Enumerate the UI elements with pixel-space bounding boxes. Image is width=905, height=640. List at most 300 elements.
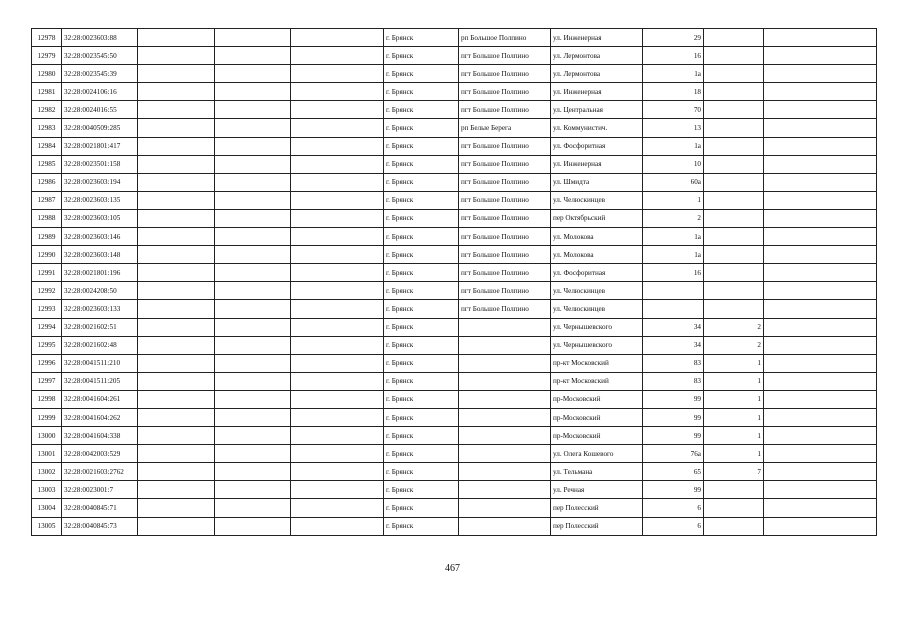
- cadastral-number: 32:28:0021603:2762: [62, 463, 138, 481]
- empty-cell: [138, 29, 215, 47]
- empty-cell: [291, 445, 384, 463]
- city-cell: г. Брянск: [384, 390, 459, 408]
- empty-cell: [138, 246, 215, 264]
- apartment-cell: [764, 191, 877, 209]
- settlement-cell: [459, 517, 551, 535]
- table-row: [32, 517, 877, 535]
- empty-cell: [215, 318, 291, 336]
- cadastral-number: 32:28:0041511:210: [62, 354, 138, 372]
- empty-cell: [138, 372, 215, 390]
- row-number: 12980: [32, 65, 62, 83]
- house-number-cell: 1а: [643, 246, 704, 264]
- apartment-cell: [764, 264, 877, 282]
- empty-cell: [138, 463, 215, 481]
- city-cell: г. Брянск: [384, 246, 459, 264]
- table-row: [32, 372, 877, 390]
- empty-cell: [215, 119, 291, 137]
- cadastral-number: 32:28:0041604:262: [62, 408, 138, 426]
- settlement-cell: пгт Большое Полпино: [459, 209, 551, 227]
- row-number: 13002: [32, 463, 62, 481]
- apartment-cell: [764, 318, 877, 336]
- city-cell: г. Брянск: [384, 137, 459, 155]
- cadastral-number: 32:28:0023545:50: [62, 47, 138, 65]
- apartment-cell: [764, 390, 877, 408]
- street-cell: ул. Олега Кошевого: [551, 445, 643, 463]
- cadastral-number: 32:28:0023603:88: [62, 29, 138, 47]
- building-cell: [704, 282, 764, 300]
- row-number: 13001: [32, 445, 62, 463]
- building-cell: [704, 155, 764, 173]
- table-row: [32, 282, 877, 300]
- empty-cell: [291, 83, 384, 101]
- table-row: [32, 463, 877, 481]
- street-cell: ул. Челюскинцев: [551, 191, 643, 209]
- cadastral-number: 32:28:0021801:196: [62, 264, 138, 282]
- empty-cell: [215, 282, 291, 300]
- house-number-cell: 99: [643, 427, 704, 445]
- empty-cell: [138, 517, 215, 535]
- building-cell: 1: [704, 372, 764, 390]
- table-row: [32, 264, 877, 282]
- street-cell: пр-Московский: [551, 408, 643, 426]
- building-cell: [704, 29, 764, 47]
- empty-cell: [215, 463, 291, 481]
- house-number-cell: [643, 282, 704, 300]
- empty-cell: [215, 83, 291, 101]
- empty-cell: [215, 228, 291, 246]
- settlement-cell: рп Большое Полпино: [459, 29, 551, 47]
- settlement-cell: пгт Большое Полпино: [459, 65, 551, 83]
- empty-cell: [215, 191, 291, 209]
- row-number: 12992: [32, 282, 62, 300]
- empty-cell: [138, 47, 215, 65]
- cadastral-number: 32:28:0023501:158: [62, 155, 138, 173]
- building-cell: [704, 209, 764, 227]
- table-row: [32, 209, 877, 227]
- empty-cell: [138, 137, 215, 155]
- empty-cell: [215, 300, 291, 318]
- row-number: 12996: [32, 354, 62, 372]
- city-cell: г. Брянск: [384, 354, 459, 372]
- settlement-cell: пгт Большое Полпино: [459, 282, 551, 300]
- city-cell: г. Брянск: [384, 300, 459, 318]
- row-number: 12999: [32, 408, 62, 426]
- table-row: [32, 173, 877, 191]
- house-number-cell: 83: [643, 372, 704, 390]
- empty-cell: [138, 209, 215, 227]
- empty-cell: [215, 173, 291, 191]
- house-number-cell: 1а: [643, 65, 704, 83]
- cadastral-number: 32:28:0023603:135: [62, 191, 138, 209]
- empty-cell: [215, 427, 291, 445]
- empty-cell: [215, 499, 291, 517]
- empty-cell: [291, 336, 384, 354]
- table-row: [32, 83, 877, 101]
- empty-cell: [138, 264, 215, 282]
- cadastral-number: 32:28:0040509:285: [62, 119, 138, 137]
- settlement-cell: [459, 372, 551, 390]
- table-row: [32, 228, 877, 246]
- empty-cell: [291, 155, 384, 173]
- apartment-cell: [764, 246, 877, 264]
- settlement-cell: пгт Большое Полпино: [459, 173, 551, 191]
- house-number-cell: 10: [643, 155, 704, 173]
- city-cell: г. Брянск: [384, 191, 459, 209]
- cadastral-number: 32:28:0024016:55: [62, 101, 138, 119]
- table-row: [32, 390, 877, 408]
- street-cell: ул. Чернышевского: [551, 336, 643, 354]
- row-number: 12986: [32, 173, 62, 191]
- cadastral-number: 32:28:0023545:39: [62, 65, 138, 83]
- empty-cell: [138, 155, 215, 173]
- building-cell: 1: [704, 354, 764, 372]
- apartment-cell: [764, 282, 877, 300]
- cadastral-number: 32:28:0023001:7: [62, 481, 138, 499]
- empty-cell: [291, 318, 384, 336]
- apartment-cell: [764, 209, 877, 227]
- empty-cell: [215, 390, 291, 408]
- register-table: [31, 28, 877, 536]
- house-number-cell: 18: [643, 83, 704, 101]
- empty-cell: [138, 445, 215, 463]
- house-number-cell: 70: [643, 101, 704, 119]
- city-cell: г. Брянск: [384, 427, 459, 445]
- building-cell: [704, 228, 764, 246]
- building-cell: [704, 300, 764, 318]
- apartment-cell: [764, 173, 877, 191]
- building-cell: [704, 83, 764, 101]
- cadastral-number: 32:28:0021602:51: [62, 318, 138, 336]
- cadastral-number: 32:28:0024208:50: [62, 282, 138, 300]
- house-number-cell: 65: [643, 463, 704, 481]
- table-row: [32, 336, 877, 354]
- apartment-cell: [764, 83, 877, 101]
- empty-cell: [291, 65, 384, 83]
- cadastral-number: 32:28:0040845:73: [62, 517, 138, 535]
- apartment-cell: [764, 354, 877, 372]
- settlement-cell: рп Белые Берега: [459, 119, 551, 137]
- building-cell: [704, 65, 764, 83]
- settlement-cell: пгт Большое Полпино: [459, 155, 551, 173]
- row-number: 12998: [32, 390, 62, 408]
- building-cell: 1: [704, 445, 764, 463]
- empty-cell: [291, 101, 384, 119]
- apartment-cell: [764, 372, 877, 390]
- street-cell: ул. Чернышевского: [551, 318, 643, 336]
- empty-cell: [215, 155, 291, 173]
- empty-cell: [291, 354, 384, 372]
- empty-cell: [215, 372, 291, 390]
- row-number: 12985: [32, 155, 62, 173]
- page-number: 467: [445, 563, 460, 574]
- empty-cell: [138, 390, 215, 408]
- row-number: 12982: [32, 101, 62, 119]
- house-number-cell: 1а: [643, 137, 704, 155]
- empty-cell: [138, 318, 215, 336]
- building-cell: 2: [704, 336, 764, 354]
- street-cell: ул. Речная: [551, 481, 643, 499]
- row-number: 13005: [32, 517, 62, 535]
- cadastral-number: 32:28:0041604:261: [62, 390, 138, 408]
- apartment-cell: [764, 408, 877, 426]
- building-cell: 7: [704, 463, 764, 481]
- city-cell: г. Брянск: [384, 336, 459, 354]
- building-cell: [704, 119, 764, 137]
- cadastral-number: 32:28:0040845:71: [62, 499, 138, 517]
- empty-cell: [215, 137, 291, 155]
- table-row: [32, 408, 877, 426]
- street-cell: ул. Коммунистич.: [551, 119, 643, 137]
- apartment-cell: [764, 336, 877, 354]
- building-cell: 1: [704, 408, 764, 426]
- street-cell: ул. Фосфоритная: [551, 264, 643, 282]
- empty-cell: [215, 246, 291, 264]
- city-cell: г. Брянск: [384, 282, 459, 300]
- empty-cell: [138, 499, 215, 517]
- row-number: 12989: [32, 228, 62, 246]
- street-cell: ул. Тельмана: [551, 463, 643, 481]
- house-number-cell: 6: [643, 517, 704, 535]
- building-cell: 2: [704, 318, 764, 336]
- empty-cell: [215, 29, 291, 47]
- settlement-cell: пгт Большое Полпино: [459, 228, 551, 246]
- row-number: 12993: [32, 300, 62, 318]
- city-cell: г. Брянск: [384, 173, 459, 191]
- table-row: [32, 300, 877, 318]
- cadastral-number: 32:28:0023603:146: [62, 228, 138, 246]
- house-number-cell: 99: [643, 481, 704, 499]
- empty-cell: [215, 481, 291, 499]
- empty-cell: [138, 408, 215, 426]
- empty-cell: [291, 264, 384, 282]
- city-cell: г. Брянск: [384, 499, 459, 517]
- apartment-cell: [764, 445, 877, 463]
- row-number: 13000: [32, 427, 62, 445]
- cadastral-number: 32:28:0023603:133: [62, 300, 138, 318]
- table-row: [32, 137, 877, 155]
- row-number: 12987: [32, 191, 62, 209]
- house-number-cell: 34: [643, 336, 704, 354]
- settlement-cell: [459, 481, 551, 499]
- empty-cell: [291, 499, 384, 517]
- city-cell: г. Брянск: [384, 463, 459, 481]
- empty-cell: [138, 228, 215, 246]
- row-number: 12981: [32, 83, 62, 101]
- apartment-cell: [764, 29, 877, 47]
- empty-cell: [291, 390, 384, 408]
- table-row: [32, 155, 877, 173]
- house-number-cell: 29: [643, 29, 704, 47]
- empty-cell: [138, 191, 215, 209]
- street-cell: пр-кт Московский: [551, 372, 643, 390]
- city-cell: г. Брянск: [384, 517, 459, 535]
- empty-cell: [138, 65, 215, 83]
- street-cell: ул. Челюскинцев: [551, 300, 643, 318]
- apartment-cell: [764, 101, 877, 119]
- apartment-cell: [764, 481, 877, 499]
- building-cell: [704, 191, 764, 209]
- house-number-cell: 1а: [643, 228, 704, 246]
- empty-cell: [138, 481, 215, 499]
- apartment-cell: [764, 499, 877, 517]
- apartment-cell: [764, 427, 877, 445]
- table-row: [32, 29, 877, 47]
- empty-cell: [215, 65, 291, 83]
- street-cell: ул. Инженерная: [551, 83, 643, 101]
- street-cell: ул. Фосфоритная: [551, 137, 643, 155]
- street-cell: пер Полесский: [551, 499, 643, 517]
- house-number-cell: 34: [643, 318, 704, 336]
- table-row: [32, 65, 877, 83]
- empty-cell: [215, 408, 291, 426]
- row-number: 12995: [32, 336, 62, 354]
- street-cell: ул. Лермонтова: [551, 47, 643, 65]
- apartment-cell: [764, 228, 877, 246]
- row-number: 12988: [32, 209, 62, 227]
- empty-cell: [291, 137, 384, 155]
- settlement-cell: пгт Большое Полпино: [459, 191, 551, 209]
- street-cell: ул. Молокова: [551, 246, 643, 264]
- street-cell: ул. Инженерная: [551, 155, 643, 173]
- settlement-cell: [459, 427, 551, 445]
- building-cell: [704, 101, 764, 119]
- empty-cell: [215, 336, 291, 354]
- building-cell: [704, 137, 764, 155]
- city-cell: г. Брянск: [384, 83, 459, 101]
- empty-cell: [291, 209, 384, 227]
- building-cell: [704, 481, 764, 499]
- settlement-cell: [459, 408, 551, 426]
- street-cell: пер Октябрьский: [551, 209, 643, 227]
- empty-cell: [291, 173, 384, 191]
- building-cell: 1: [704, 390, 764, 408]
- settlement-cell: [459, 318, 551, 336]
- street-cell: пер Полесский: [551, 517, 643, 535]
- cadastral-number: 32:28:0023603:194: [62, 173, 138, 191]
- empty-cell: [138, 101, 215, 119]
- row-number: 12990: [32, 246, 62, 264]
- row-number: 12978: [32, 29, 62, 47]
- street-cell: ул. Центральная: [551, 101, 643, 119]
- apartment-cell: [764, 65, 877, 83]
- street-cell: пр-кт Московский: [551, 354, 643, 372]
- building-cell: [704, 47, 764, 65]
- cadastral-number: 32:28:0021602:48: [62, 336, 138, 354]
- settlement-cell: [459, 336, 551, 354]
- row-number: 13004: [32, 499, 62, 517]
- street-cell: ул. Шмидта: [551, 173, 643, 191]
- empty-cell: [215, 517, 291, 535]
- house-number-cell: 16: [643, 47, 704, 65]
- table-row: [32, 119, 877, 137]
- street-cell: ул. Челюскинцев: [551, 282, 643, 300]
- empty-cell: [291, 463, 384, 481]
- row-number: 13003: [32, 481, 62, 499]
- apartment-cell: [764, 119, 877, 137]
- city-cell: г. Брянск: [384, 445, 459, 463]
- row-number: 12997: [32, 372, 62, 390]
- city-cell: г. Брянск: [384, 228, 459, 246]
- cadastral-number: 32:28:0041511:205: [62, 372, 138, 390]
- table-row: [32, 354, 877, 372]
- cadastral-number: 32:28:0024106:16: [62, 83, 138, 101]
- apartment-cell: [764, 463, 877, 481]
- table-row: [32, 481, 877, 499]
- building-cell: [704, 499, 764, 517]
- empty-cell: [291, 282, 384, 300]
- empty-cell: [291, 427, 384, 445]
- empty-cell: [291, 191, 384, 209]
- street-cell: пр-Московский: [551, 390, 643, 408]
- empty-cell: [138, 119, 215, 137]
- empty-cell: [215, 445, 291, 463]
- house-number-cell: 99: [643, 390, 704, 408]
- house-number-cell: 2: [643, 209, 704, 227]
- empty-cell: [138, 173, 215, 191]
- empty-cell: [215, 47, 291, 65]
- table-row: [32, 246, 877, 264]
- settlement-cell: пгт Большое Полпино: [459, 300, 551, 318]
- building-cell: [704, 517, 764, 535]
- building-cell: [704, 264, 764, 282]
- empty-cell: [291, 517, 384, 535]
- row-number: 12994: [32, 318, 62, 336]
- house-number-cell: [643, 300, 704, 318]
- street-cell: ул. Лермонтова: [551, 65, 643, 83]
- table-row: [32, 427, 877, 445]
- empty-cell: [291, 372, 384, 390]
- house-number-cell: 99: [643, 408, 704, 426]
- house-number-cell: 6: [643, 499, 704, 517]
- empty-cell: [291, 481, 384, 499]
- table-row: [32, 191, 877, 209]
- house-number-cell: 76а: [643, 445, 704, 463]
- apartment-cell: [764, 47, 877, 65]
- settlement-cell: [459, 354, 551, 372]
- apartment-cell: [764, 517, 877, 535]
- row-number: 12991: [32, 264, 62, 282]
- empty-cell: [138, 83, 215, 101]
- city-cell: г. Брянск: [384, 155, 459, 173]
- cadastral-number: 32:28:0042003:529: [62, 445, 138, 463]
- settlement-cell: пгт Большое Полпино: [459, 101, 551, 119]
- cadastral-number: 32:28:0023603:105: [62, 209, 138, 227]
- house-number-cell: 13: [643, 119, 704, 137]
- city-cell: г. Брянск: [384, 47, 459, 65]
- empty-cell: [215, 264, 291, 282]
- empty-cell: [291, 300, 384, 318]
- table-row: [32, 318, 877, 336]
- city-cell: г. Брянск: [384, 318, 459, 336]
- street-cell: ул. Молокова: [551, 228, 643, 246]
- empty-cell: [215, 354, 291, 372]
- settlement-cell: пгт Большое Полпино: [459, 47, 551, 65]
- building-cell: 1: [704, 427, 764, 445]
- row-number: 12984: [32, 137, 62, 155]
- cadastral-number: 32:28:0023603:148: [62, 246, 138, 264]
- cadastral-number: 32:28:0021801:417: [62, 137, 138, 155]
- city-cell: г. Брянск: [384, 119, 459, 137]
- house-number-cell: 1: [643, 191, 704, 209]
- row-number: 12983: [32, 119, 62, 137]
- row-number: 12979: [32, 47, 62, 65]
- settlement-cell: пгт Большое Полпино: [459, 264, 551, 282]
- empty-cell: [138, 336, 215, 354]
- house-number-cell: 60а: [643, 173, 704, 191]
- city-cell: г. Брянск: [384, 29, 459, 47]
- settlement-cell: пгт Большое Полпино: [459, 137, 551, 155]
- settlement-cell: пгт Большое Полпино: [459, 246, 551, 264]
